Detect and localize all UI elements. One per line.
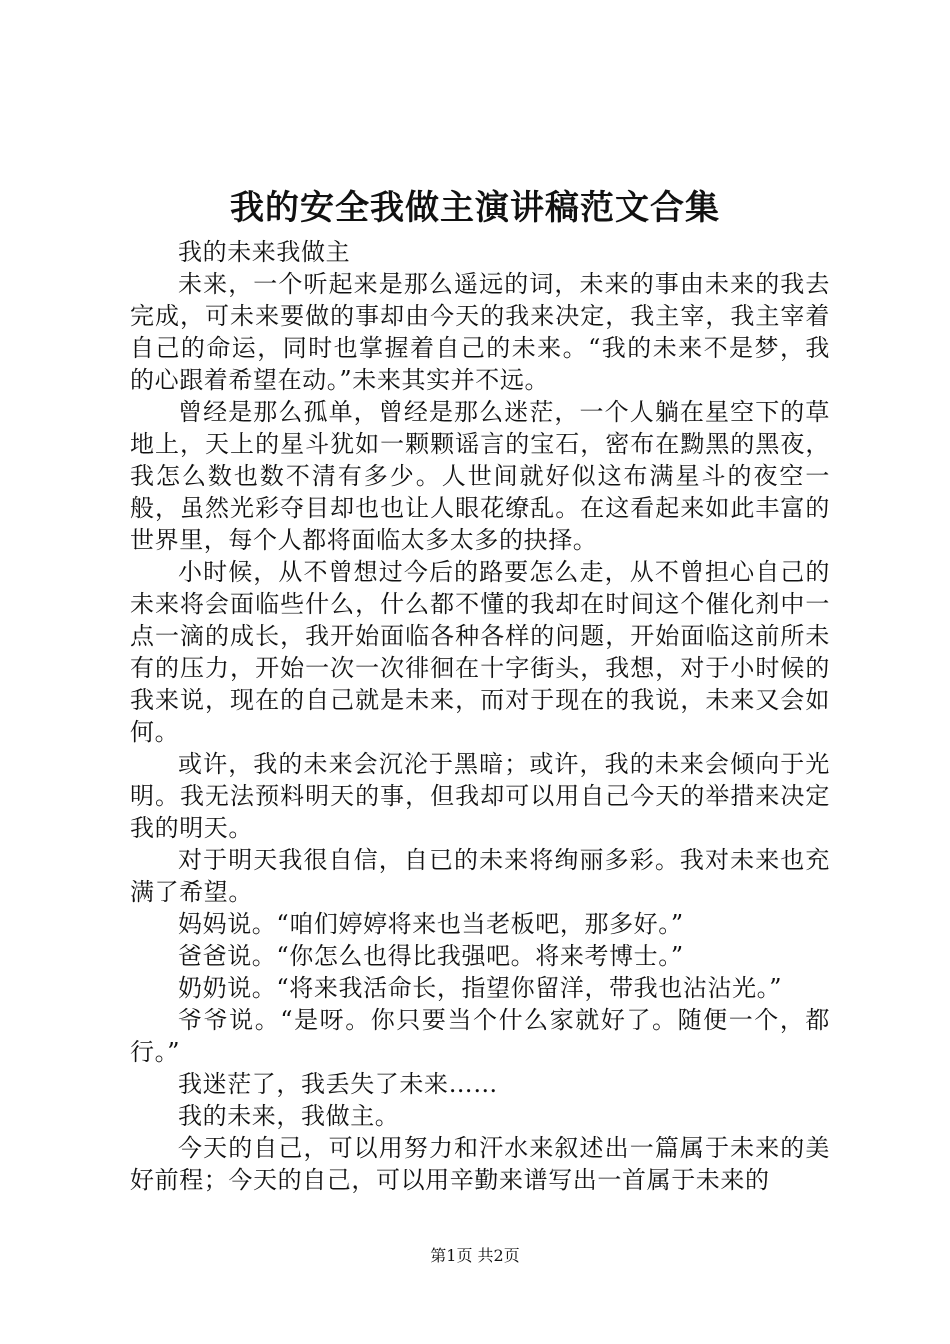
paragraph: 今天的自己，可以用努力和汗水来叙述出一篇属于未来的美好前程；今天的自己，可以用辛勤来谱写出一首属于未来的	[130, 1134, 830, 1194]
document-title: 我的安全我做主演讲稿范文合集	[230, 188, 720, 228]
paragraph: 我迷茫了，我丢失了未来……	[178, 1070, 498, 1098]
paragraph: 小时候，从不曾想过今后的路要怎么走，从不曾担心自己的未来将会面临些什么，什么都不懂的我却在时间这个催化剂中一点一滴的成长，我开始面临各种各样的问题，开始面临这前所未有的压力，开始一次一次徘徊在十字街头，我想，对于小时候的我来说，现在的自己就是未来，而对于现在的我说，未来又会如何。	[130, 558, 830, 746]
paragraph: 爷爷说。“是呀。你只要当个什么家就好了。随便一个，都行。”	[130, 1006, 830, 1066]
paragraph: 奶奶说。“将来我活命长，指望你留洋，带我也沾沾光。”	[178, 974, 783, 1002]
document-body	[130, 236, 830, 1196]
page-number-footer: 第1页 共2页	[430, 1246, 520, 1265]
paragraph: 或许，我的未来会沉沦于黑暗；或许，我的未来会倾向于光明。我无法预料明天的事，但我却可以用自己今天的举措来决定我的明天。	[130, 750, 830, 842]
paragraph: 我的未来我做主	[178, 238, 351, 266]
paragraph: 妈妈说。“咱们婷婷将来也当老板吧，那多好。”	[178, 910, 684, 938]
paragraph: 未来，一个听起来是那么遥远的词，未来的事由未来的我去完成，可未来要做的事却由今天的我来决定，我主宰，我主宰着自己的命运，同时也掌握着自己的未来。“我的未来不是梦，我的心跟着希望在动。”未来其实并不远。	[130, 270, 830, 394]
paragraph: 我的未来，我做主。	[178, 1102, 400, 1130]
paragraph: 对于明天我很自信，自已的未来将绚丽多彩。我对未来也充满了希望。	[130, 846, 830, 906]
paragraph: 曾经是那么孤单，曾经是那么迷茫，一个人躺在星空下的草地上，天上的星斗犹如一颗颗谣言的宝石，密布在黝黑的黑夜，我怎么数也数不清有多少。人世间就好似这布满星斗的夜空一般，虽然光彩夺目却也也让人眼花缭乱。在这看起来如此丰富的世界里，每个人都将面临太多太多的抉择。	[130, 398, 830, 554]
paragraph: 爸爸说。“你怎么也得比我强吧。将来考博士。”	[178, 942, 684, 970]
